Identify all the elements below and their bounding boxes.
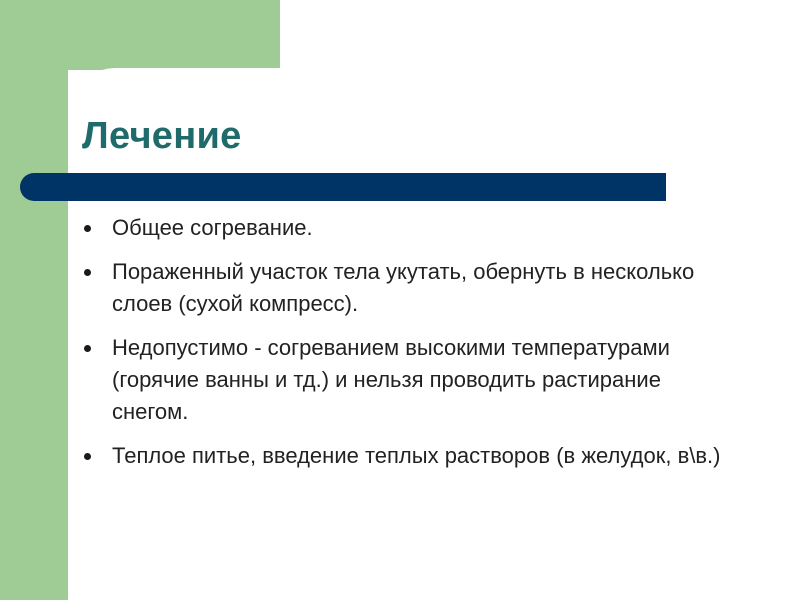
bullet-text: Теплое питье, введение теплых растворов (в желудок, в\в.) xyxy=(112,443,721,468)
bullet-dot-icon xyxy=(84,269,91,276)
bullet-text: Недопустимо - согреванием высокими температурами (горячие ванны и тд.) и нельзя проводить растирание снегом. xyxy=(112,335,670,424)
title-underline-bar xyxy=(20,173,666,201)
bullet-list xyxy=(82,212,722,484)
bullet-item xyxy=(82,332,722,428)
bullet-text: Общее согревание. xyxy=(112,215,313,240)
bullet-item xyxy=(82,256,722,320)
decorative-green-band-left xyxy=(0,0,68,600)
bullet-dot-icon xyxy=(84,345,91,352)
bullet-dot-icon xyxy=(84,225,91,232)
bullet-item xyxy=(82,212,722,244)
slide-title: Лечение xyxy=(82,115,242,157)
bullet-item xyxy=(82,440,722,472)
bullet-text: Пораженный участок тела укутать, обернуть в несколько слоев (сухой компресс). xyxy=(112,259,695,316)
bullet-dot-icon xyxy=(84,453,91,460)
